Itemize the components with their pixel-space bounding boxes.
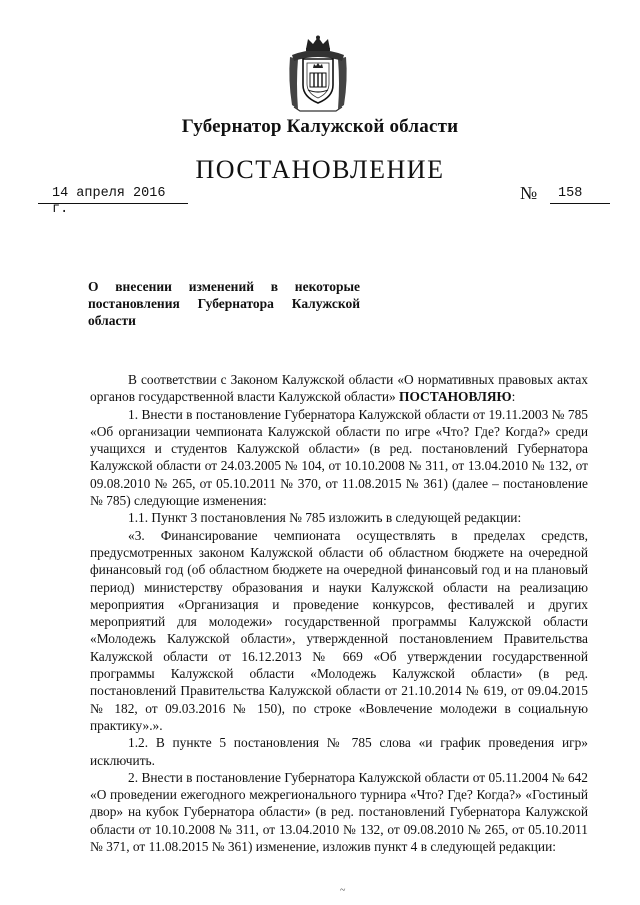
document-date: 14 апреля 2016 г.	[38, 186, 188, 204]
body-paragraph: 1.1. Пункт 3 постановления № 785 изложить в следующей редакции:	[128, 510, 522, 526]
decree-word: ПОСТАНОВЛЯЮ	[399, 389, 512, 405]
preamble-text: В соответствии с Законом Калужской области «О нормативных правовых актах органов государственной власти Калужской области»	[90, 372, 588, 405]
number-value: 158	[550, 186, 610, 204]
decree-colon: :	[511, 389, 516, 405]
body-paragraph: «3. Финансирование чемпионата осуществлять в пределах средств, предусмотренных законом Калужской области об областном бюджете на очередной финансовый год (об областном бюджете на очередной финансовый год и на плановый период) министерству образования и науки Калужской области на реализацию мероприятия «Организация и проведение конкурсов, фестивалей и других мероприятий для молодежи» государственной программы Калужской области «Молодежь Калужской области», утвержденной постановлением Правительства Калужской области от 16.12.2013 № 669 «Об утверждении государственной программы Калужской области «Молодежь Калужской области» (в ред. постановлений Правительства Калужской области от 21.10.2014 № 619, от 09.04.2015 № 182, от 09.03.2016 № 150), по строке «Вовлечение молодежи в социальную практику».».	[90, 527, 588, 733]
body-paragraph: 2. Внести в постановление Губернатора Калужской области от 05.11.2004 № 642 «О проведении ежегодного межрегионального турнира «Что? Где? Когда?» «Гостиный двор» на кубок Губернатора области» (в ред. постановлений Губернатора Калужской области от 10.10.2008 № 311, от 13.04.2010 № 132, от 09.08.2010 № 265, от 05.10.2011 № 371, от 11.08.2015 № 361) изменение, изложив пункт 4 в следующей редакции:	[90, 769, 588, 855]
coat-of-arms-icon	[286, 35, 350, 113]
document-type: ПОСТАНОВЛЕНИЕ	[195, 155, 445, 184]
body-paragraph: 1.2. В пункте 5 постановления № 785 слова «и график проведения игр» исключить.	[90, 735, 588, 768]
page-mark: ~	[340, 885, 346, 896]
number-sign: №	[520, 183, 538, 203]
document-subject: О внесении изменений в некоторые постановления Губернатора Калужской области	[88, 279, 360, 328]
body-paragraph: 1. Внести в постановление Губернатора Калужской области от 19.11.2003 № 785 «Об организации чемпионата Калужской области по игре «Что? Где? Когда?» среди учащихся и студентов Калужской области» (в ред. постановлений Губернатора Калужской области от 24.03.2005 № 104, от 10.10.2008 № 311, от 13.04.2010 № 132, от 09.08.2010 № 265, от 05.10.2011 № 370, от 11.08.2015 № 361) (далее – постановление № 785) следующие изменения:	[90, 406, 588, 509]
document-body	[90, 371, 588, 855]
issuing-authority: Губернатор Калужской области	[181, 116, 459, 137]
preamble-paragraph	[90, 371, 588, 406]
